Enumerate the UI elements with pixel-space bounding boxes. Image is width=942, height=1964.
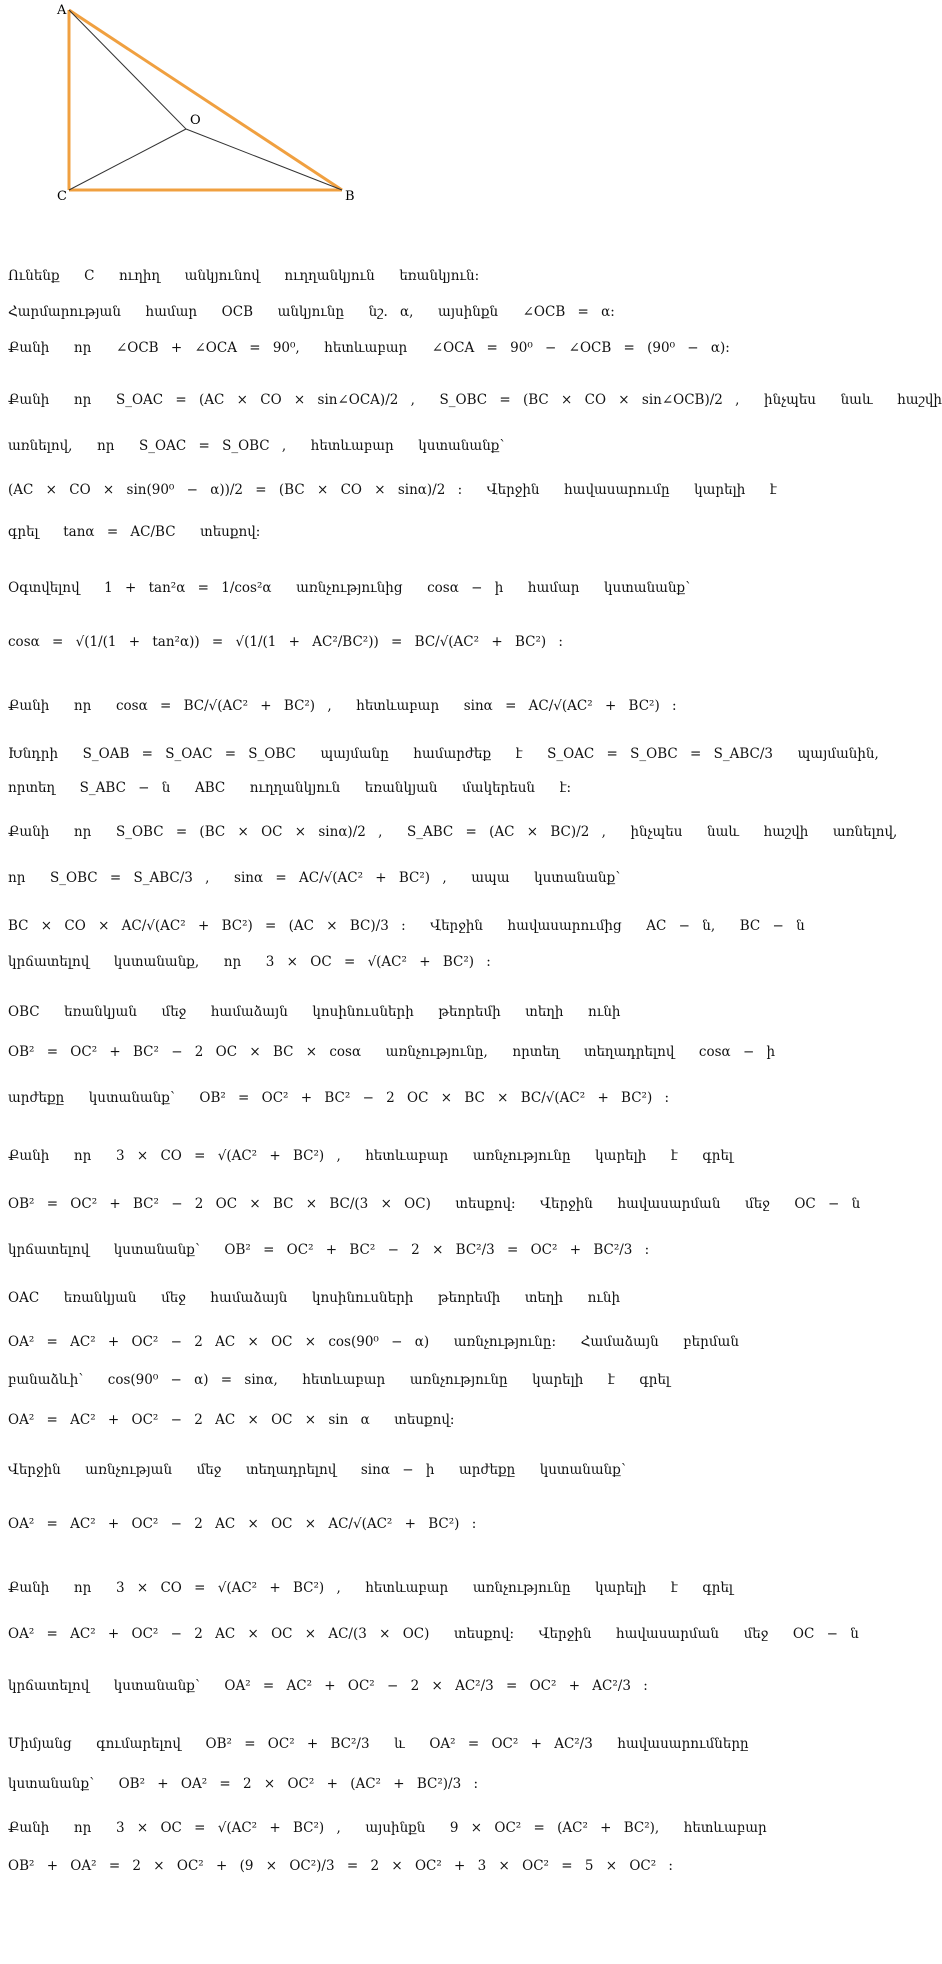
- text-line: Քանի որ cosα = BC/√(AC² + BC²) , հետևաբար sinα = AC/√(AC² + BC²) ։: [8, 698, 677, 714]
- segment-oa: [69, 10, 186, 129]
- text-line: (AC × CO × sin(90⁰ − α))/2 = (BC × CO × sinα)/2 ։ Վերջին հավասարումը կարելի է: [8, 482, 777, 498]
- triangle-figure: [57, 0, 360, 210]
- text-line: Քանի որ 3 × CO = √(AC² + BC²) , հետևաբար առնչությունը կարելի է գրել: [8, 1148, 734, 1164]
- text-line: գրել tanα = AC/BC տեսքով։: [8, 524, 261, 540]
- label-b: B: [345, 189, 355, 204]
- text-line: OBC եռանկյան մեջ համաձայն կոսինուսների թեորեմի տեղի ունի: [8, 1004, 621, 1020]
- text-line: Քանի որ 3 × OC = √(AC² + BC²) , այսինքն 9 × OC² = (AC² + BC²), հետևաբար: [8, 1820, 767, 1836]
- text-line: Խնդրի S_OAB = S_OAC = S_OBC պայմանը համարժեք է S_OAC = S_OBC = S_ABC/3 պայմանին,: [8, 746, 879, 762]
- label-o: O: [190, 113, 201, 128]
- text-line: OB² = OC² + BC² − 2 OC × BC × BC/(3 × OC) տեսքով։ Վերջին հավասարման մեջ OC − ն: [8, 1196, 861, 1212]
- text-line: OB² + OA² = 2 × OC² + (9 × OC²)/3 = 2 × OC² + 3 × OC² = 5 × OC² ։: [8, 1858, 674, 1874]
- text-line: որ S_OBC = S_ABC/3 , sinα = AC/√(AC² + BC²) , ապա կստանանք՝: [8, 870, 621, 886]
- text-line: որտեղ S_ABC − ն ABC ուղղանկյուն եռանկյան մակերեսն է։: [8, 780, 572, 796]
- text-line: cosα = √(1/(1 + tan²α)) = √(1/(1 + AC²/BC²)) = BC/√(AC² + BC²) ։: [8, 634, 564, 650]
- side-ab: [69, 10, 342, 190]
- text-line: Օգտվելով 1 + tan²α = 1/cos²α առնչությունից cosα − ի համար կստանանք՝: [8, 580, 691, 596]
- text-line: Քանի որ S_OAC = (AC × CO × sin∠OCA)/2 , S_OBC = (BC × CO × sin∠OCB)/2 , ինչպես նաև հաշվի: [8, 392, 942, 408]
- text-line: OA² = AC² + OC² − 2 AC × OC × AC/(3 × OC) տեսքով։ Վերջին հավասարման մեջ OC − ն: [8, 1626, 859, 1642]
- text-line: OA² = AC² + OC² − 2 AC × OC × sin α տեսքով։: [8, 1412, 455, 1428]
- text-line: Վերջին առնչության մեջ տեղադրելով sinα − ի արժեքը կստանանք՝: [8, 1462, 626, 1478]
- text-line: Հարմարության համար OCB անկյունը նշ. α, այսինքն ∠OCB = α։: [8, 304, 615, 320]
- text-line: OB² = OC² + BC² − 2 OC × BC × cosα առնչությունը, որտեղ տեղադրելով cosα − ի: [8, 1044, 776, 1060]
- segment-oc: [69, 129, 186, 190]
- text-line: Քանի որ S_OBC = (BC × OC × sinα)/2 , S_ABC = (AC × BC)/2 , ինչպես նաև հաշվի առնելով,: [8, 824, 898, 840]
- text-line: Քանի որ ∠OCB + ∠OCA = 90⁰, հետևաբար ∠OCA = 90⁰ − ∠OCB = (90⁰ − α)։: [8, 340, 730, 356]
- text-line: Քանի որ 3 × CO = √(AC² + BC²) , հետևաբար առնչությունը կարելի է գրել: [8, 1580, 734, 1596]
- text-line: կստանանք՝ OB² + OA² = 2 × OC² + (AC² + BC²)/3 ։: [8, 1776, 479, 1792]
- text-line: OAC եռանկյան մեջ համաձայն կոսինուսների թեորեմի տեղի ունի: [8, 1290, 621, 1306]
- text-line: OA² = AC² + OC² − 2 AC × OC × cos(90⁰ − α) առնչությունը։ Համաձայն բերման: [8, 1334, 739, 1350]
- label-a: A: [57, 3, 67, 18]
- text-line: կրճատելով կստանանք՝ OA² = AC² + OC² − 2 × AC²/3 = OC² + AC²/3 ։: [8, 1678, 648, 1694]
- label-c: C: [57, 189, 67, 204]
- text-line: Միմյանց գումարելով OB² = OC² + BC²/3 և OA² = OC² + AC²/3 հավասարումները: [8, 1736, 749, 1752]
- text-line: արժեքը կստանանք՝ OB² = OC² + BC² − 2 OC × BC × BC/√(AC² + BC²) ։: [8, 1090, 670, 1106]
- text-line: կրճատելով կստանանք, որ 3 × OC = √(AC² + BC²) ։: [8, 954, 491, 970]
- text-line: BC × CO × AC/√(AC² + BC²) = (AC × BC)/3 ։ Վերջին հավասարումից AC − ն, BC − ն: [8, 918, 805, 934]
- text-line: բանաձևի՝ cos(90⁰ − α) = sinα, հետևաբար առնչությունը կարելի է գրել: [8, 1372, 671, 1388]
- text-line: OA² = AC² + OC² − 2 AC × OC × AC/√(AC² + BC²) ։: [8, 1516, 477, 1532]
- text-line: առնելով, որ S_OAC = S_OBC , հետևաբար կստանանք՝: [8, 438, 505, 454]
- text-line: Ունենք C ուղիղ անկյունով ուղղանկյուն եռանկյուն։: [8, 268, 480, 284]
- text-line: կրճատելով կստանանք՝ OB² = OC² + BC² − 2 × BC²/3 = OC² + BC²/3 ։: [8, 1242, 650, 1258]
